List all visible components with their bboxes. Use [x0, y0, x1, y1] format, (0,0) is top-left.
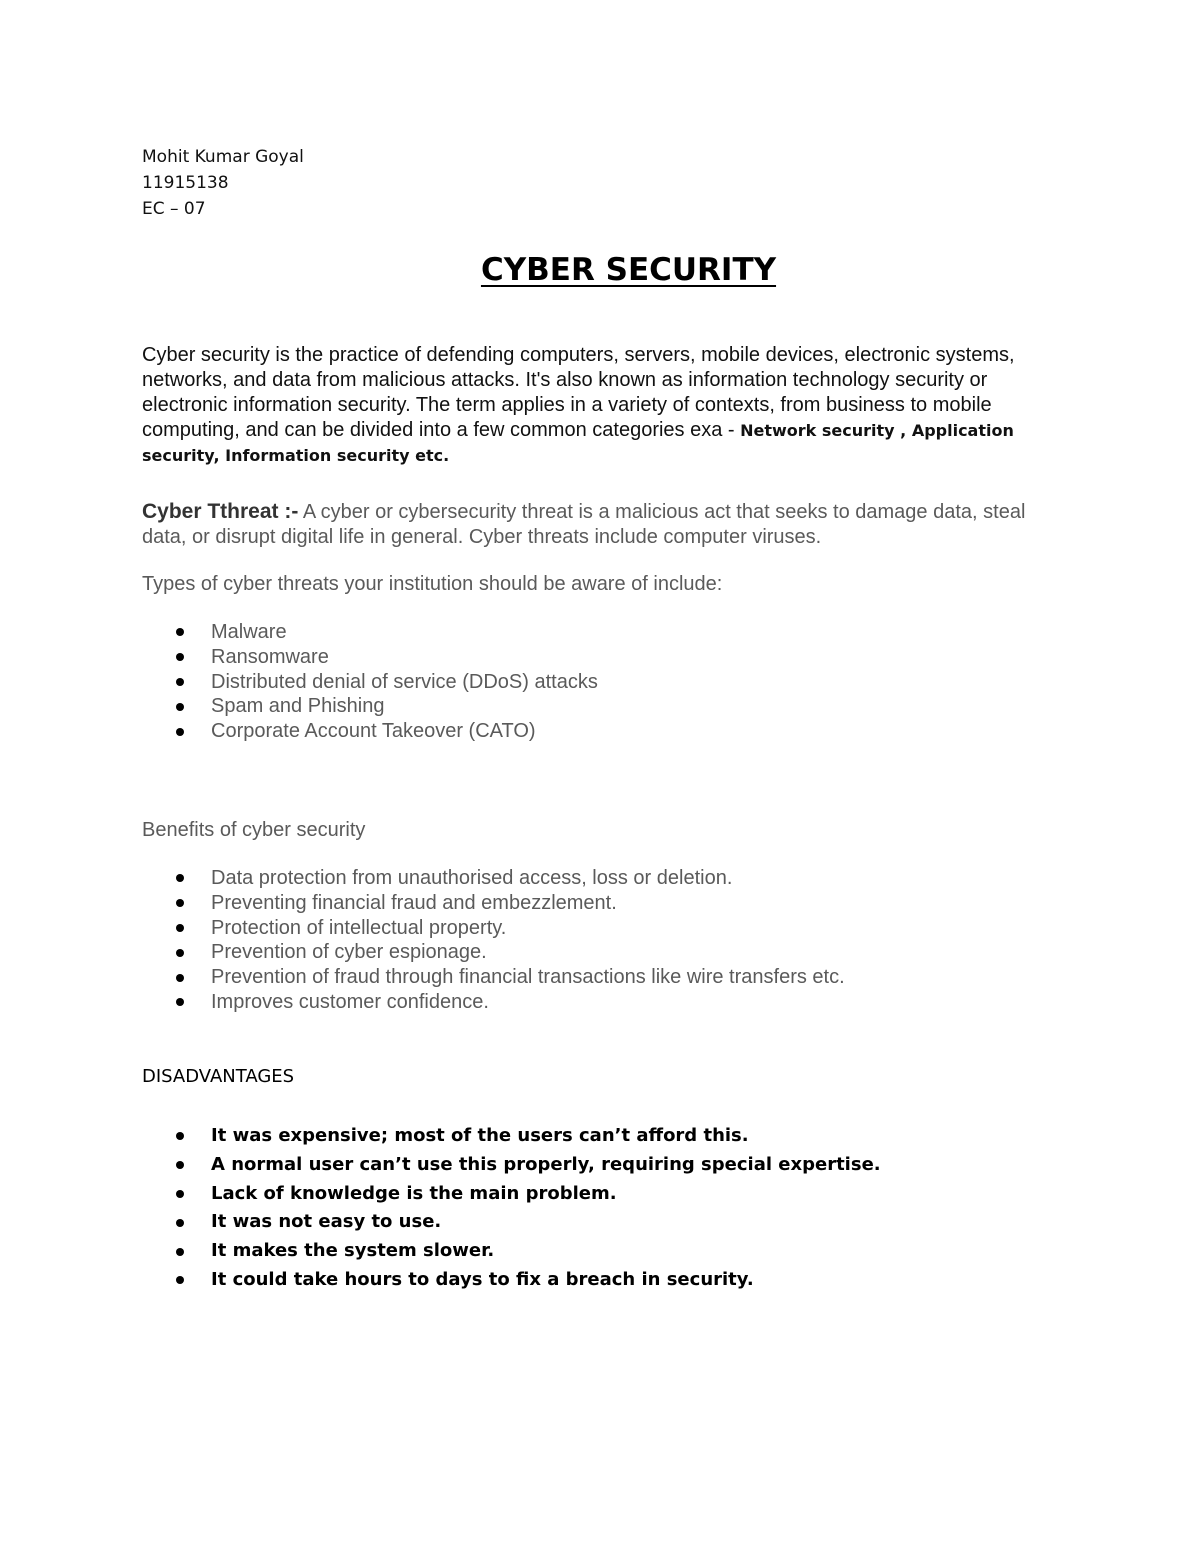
list-item: Malware [142, 620, 598, 645]
bullet-icon [176, 899, 184, 907]
bullet-icon [176, 1248, 184, 1256]
cyber-threat-text: A cyber or cybersecurity threat is a malicious act that seeks to damage data, steal data, or disrupt digital life in general. Cyber threats include computer viruses. [142, 501, 1026, 548]
bullet-icon [176, 1161, 184, 1169]
section-code: EC – 07 [142, 199, 206, 219]
intro-categories: Network security , Application security, Information security etc. [142, 421, 1014, 465]
list-item: It was expensive; most of the users can’t afford this. [142, 1122, 881, 1151]
disadvantages-heading: DISADVANTAGES [142, 1066, 295, 1087]
bullet-icon [176, 1190, 184, 1198]
intro-paragraph [142, 343, 1072, 468]
list-item: Spam and Phishing [142, 694, 598, 719]
intro-text: Cyber security is the practice of defending computers, servers, mobile devices, electronic systems, networks, and data from malicious attacks. It's also known as information technology security or electronic information security. The term applies in a variety of contexts, from business to mobile computing, and can be divided into a few common categories exa - [142, 344, 1015, 441]
list-item: A normal user can’t use this properly, requiring special expertise. [142, 1151, 881, 1180]
bullet-icon [176, 924, 184, 932]
list-item: Protection of intellectual property. [142, 916, 845, 941]
bullet-icon [176, 1132, 184, 1140]
bullet-icon [176, 974, 184, 982]
list-item: Lack of knowledge is the main problem. [142, 1180, 881, 1209]
bullet-icon [176, 728, 184, 736]
bullet-icon [176, 874, 184, 882]
list-item: Data protection from unauthorised access, loss or deletion. [142, 866, 845, 891]
document-title: CYBER SECURITY [480, 252, 777, 288]
list-item: It makes the system slower. [142, 1237, 881, 1266]
list-item: It could take hours to days to fix a breach in security. [142, 1266, 881, 1295]
list-item: Improves customer confidence. [142, 990, 845, 1015]
list-item: Prevention of fraud through financial transactions like wire transfers etc. [142, 965, 845, 990]
bullet-icon [176, 628, 184, 636]
roll-number: 11915138 [142, 173, 229, 193]
benefits-heading: Benefits of cyber security [142, 819, 366, 841]
bullet-icon [176, 653, 184, 661]
bullet-icon [176, 703, 184, 711]
author-header [142, 144, 304, 222]
bullet-icon [176, 998, 184, 1006]
cyber-threat-label: Cyber Tthreat :- [142, 500, 299, 523]
list-item: Corporate Account Takeover (CATO) [142, 719, 598, 744]
author-name: Mohit Kumar Goyal [142, 147, 304, 167]
threat-types-intro: Types of cyber threats your institution should be aware of include: [142, 573, 723, 595]
bullet-icon [176, 678, 184, 686]
benefits-list [142, 866, 845, 1015]
list-item: Preventing financial fraud and embezzlement. [142, 891, 845, 916]
cyber-threat-paragraph [142, 499, 1072, 550]
list-item: Distributed denial of service (DDoS) attacks [142, 670, 598, 695]
bullet-icon [176, 1276, 184, 1284]
list-item: Ransomware [142, 645, 598, 670]
bullet-icon [176, 949, 184, 957]
threat-types-list [142, 620, 598, 744]
bullet-icon [176, 1219, 184, 1227]
list-item: Prevention of cyber espionage. [142, 940, 845, 965]
disadvantages-list [142, 1122, 881, 1295]
list-item: It was not easy to use. [142, 1208, 881, 1237]
